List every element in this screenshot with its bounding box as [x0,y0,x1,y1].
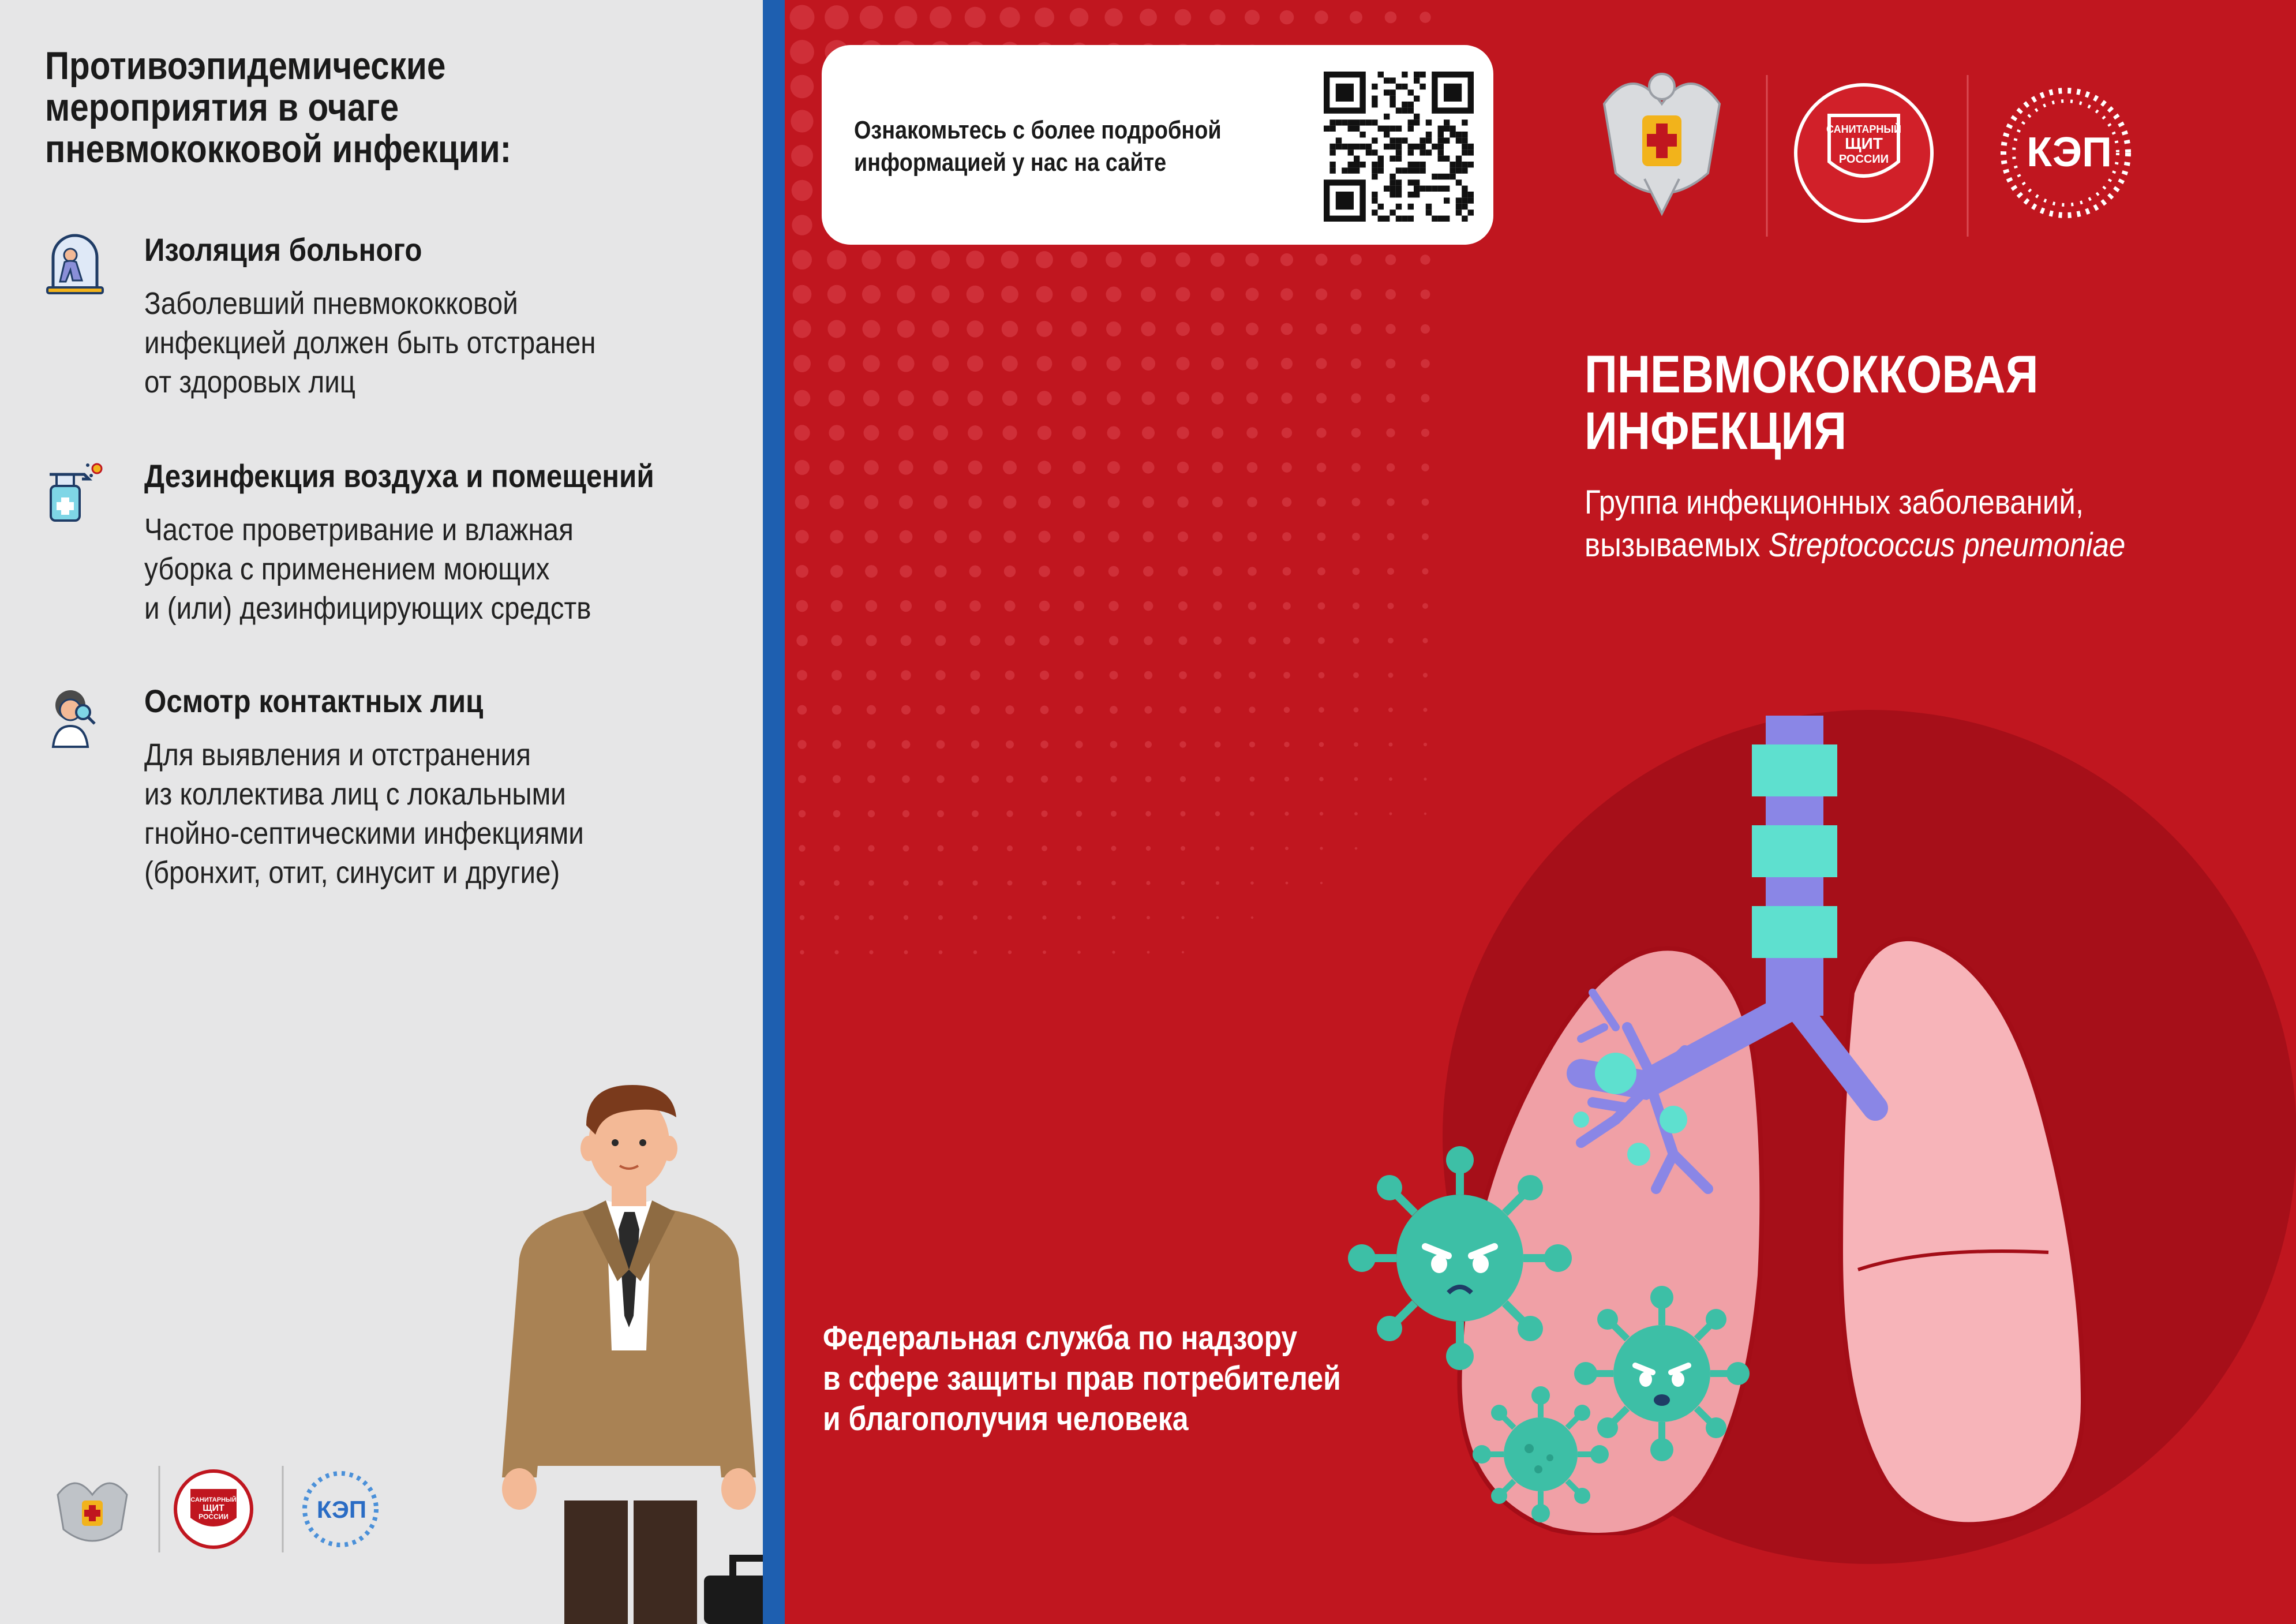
kep-logo [2003,91,2128,215]
lungs-illustration [1339,704,2262,1535]
blue-stripe [763,0,785,1624]
man-illustration [496,1085,763,1624]
left-panel [0,0,763,1624]
main-heading: Противоэпидемические мероприятия в очаге пневмококковой инфекции: [45,44,512,171]
qr-card[interactable] [822,45,1493,245]
svg-text:САНИТАРНЫЙ: САНИТАРНЫЙ [190,1496,237,1503]
emblem-icon [1604,74,1720,214]
svg-text:ЩИТ: ЩИТ [203,1503,224,1513]
spray-icon [45,457,105,524]
svg-text:САНИТАРНЫЙ: САНИТАРНЫЙ [1826,124,1901,135]
top-logos [1587,63,2296,242]
item-title: Осмотр контактных лиц [144,683,484,719]
doctor-icon [45,682,105,749]
virus-icon [1574,1286,1750,1461]
item-title: Дезинфекция воздуха и помещений [144,458,654,494]
isolation-icon [45,231,105,298]
shield-logo [175,1471,252,1547]
kep-logo [305,1473,376,1545]
item-body: Заболевший пневмококковой инфекцией должен быть отстранен от здоровых лиц [144,286,596,399]
svg-text:РОССИИ: РОССИИ [198,1513,229,1521]
emblem-icon [58,1483,127,1541]
svg-text:КЭП: КЭП [316,1496,367,1523]
agency-name: Федеральная служба по надзору в сфере защиты прав потребителей и благополучия человека [823,1319,1341,1438]
svg-text:РОССИИ: РОССИИ [1838,153,1889,166]
bottom-logos [46,1460,392,1558]
svg-text:ЩИТ: ЩИТ [1845,134,1883,152]
qr-caption: Ознакомьтесь с более подробной информацией у нас на сайте [854,116,1222,177]
poster-title: ПНЕВМОКОККОВАЯ ИНФЕКЦИЯ [1585,345,2039,461]
shield-logo [1796,85,1932,221]
qr-code[interactable] [1324,72,1474,222]
virus-icon [1348,1146,1572,1370]
poster-subtitle: Группа инфекционных заболеваний, вызываемых Streptococcus pneumoniae [1585,484,2126,564]
item-title: Изоляция больного [144,231,422,268]
item-body: Частое проветривание и влажная уборка с применением моющих и (или) дезинфицирующих средств [144,512,591,626]
svg-text:КЭП: КЭП [2027,129,2112,175]
right-panel [785,0,2296,1624]
item-body: Для выявления и отстранения из коллектива лиц с локальными гнойно-септическими инфекциями (бронхит, отит, синусит и другие) [144,738,584,890]
